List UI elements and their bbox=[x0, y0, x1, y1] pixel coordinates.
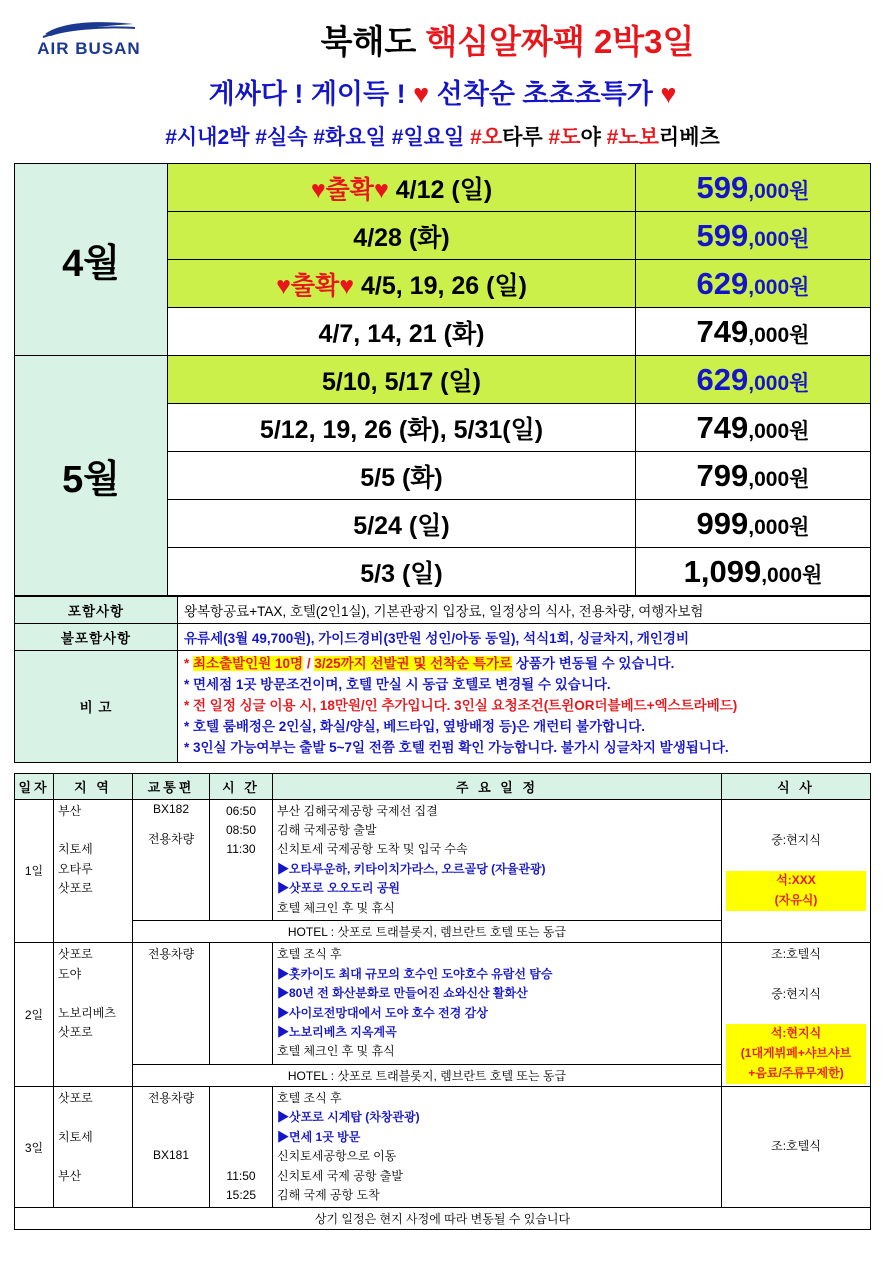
include-row bbox=[15, 597, 871, 624]
price-row bbox=[15, 356, 871, 404]
transport-line: BX181 bbox=[152, 1147, 190, 1162]
schedule-line: 신치토세 국제공항 도착 및 입국 수속 bbox=[277, 842, 468, 857]
time-line: 06:50 bbox=[225, 803, 257, 818]
day-times bbox=[210, 799, 273, 921]
col-day: 일자 bbox=[15, 773, 54, 799]
transport-line bbox=[137, 816, 205, 830]
info-table bbox=[14, 596, 871, 763]
area-line: 삿포로 bbox=[58, 1024, 93, 1039]
day-times bbox=[210, 943, 273, 1065]
date-text: 4/5, 19, 26 (일) bbox=[361, 271, 527, 300]
title-part3: 2박3일 bbox=[593, 22, 695, 60]
price-suffix: ,000원 bbox=[748, 275, 810, 299]
note-tail: 상품가 변동될 수 있습니다. bbox=[512, 656, 675, 671]
price-value bbox=[636, 452, 871, 500]
day-transport bbox=[133, 943, 210, 1065]
schedule-line: 호텔 체크인 후 및 휴식 bbox=[277, 900, 395, 915]
hashtag-7: 야 bbox=[580, 126, 601, 149]
price-main: 999 bbox=[696, 505, 749, 541]
time-line: 15:25 bbox=[225, 1188, 257, 1203]
price-table bbox=[14, 163, 871, 596]
meal-line: 중:현지식 bbox=[771, 833, 821, 848]
price-suffix: ,000원 bbox=[748, 467, 810, 491]
price-value bbox=[636, 164, 871, 212]
date-text: 4/28 (화) bbox=[353, 223, 450, 252]
day-schedule bbox=[273, 1086, 722, 1208]
price-value bbox=[636, 260, 871, 308]
transport-line bbox=[137, 1134, 205, 1148]
price-date bbox=[168, 452, 636, 500]
hashtag-5: 타루 bbox=[502, 126, 543, 149]
subtitle-left: 게싸다 ! 게이득 ! bbox=[208, 79, 406, 109]
schedule-line: ▶면세 1곳 방문 bbox=[277, 1129, 361, 1144]
note-item-0 bbox=[184, 654, 864, 675]
exclude-label: 불포함사항 bbox=[15, 624, 178, 651]
time-line bbox=[214, 1128, 268, 1147]
price-main: 749 bbox=[696, 409, 749, 445]
price-main: 629 bbox=[696, 361, 749, 397]
area-line: 오타루 bbox=[58, 861, 93, 876]
price-value bbox=[636, 212, 871, 260]
note-highlight-2: 3/25까지 선발권 및 선착순 bbox=[314, 656, 473, 671]
note-sep: / bbox=[303, 656, 315, 671]
schedule-line: 호텔 체크인 후 및 휴식 bbox=[277, 1044, 395, 1059]
note-item-1: * 면세점 1곳 방문조건이며, 호텔 만실 시 동급 호텔로 변경될 수 있습니다. bbox=[184, 676, 611, 692]
transport-line: 전용차량 bbox=[147, 1090, 195, 1105]
airline-name: AIR BUSAN bbox=[37, 39, 141, 58]
area-line: 노보리베츠 bbox=[58, 1005, 116, 1020]
area-line bbox=[58, 1147, 128, 1166]
subtitle bbox=[14, 72, 871, 111]
schedule-line: 부산 김해국제공항 국제선 집결 bbox=[277, 803, 438, 818]
area-line bbox=[58, 984, 128, 1003]
hashtag-8: #노보 bbox=[606, 126, 659, 149]
schedule-line: 김해 국제 공항 도착 bbox=[277, 1188, 380, 1203]
price-suffix: ,000원 bbox=[748, 227, 810, 251]
subtitle-mid: 선착순 초초초특가 bbox=[436, 79, 653, 109]
transport-line: 전용차량 bbox=[147, 831, 195, 846]
itinerary-table bbox=[14, 773, 871, 1231]
hashtag-6: #도 bbox=[548, 126, 581, 149]
date-text: 5/24 (일) bbox=[353, 511, 450, 540]
price-suffix: ,000원 bbox=[761, 563, 823, 587]
hashtag-1: #실속 bbox=[255, 126, 308, 149]
price-date bbox=[168, 548, 636, 596]
table-row bbox=[15, 1086, 871, 1208]
note-item-3: * 호텔 룸배정은 2인실, 화실/양실, 베드타입, 옆방배정 등)은 개런티 불가합니다. bbox=[184, 718, 645, 734]
note-item-4: * 3인실 가능여부는 출발 5~7일 전쯤 호텔 컨펌 확인 가능합니다. 불가시 싱글차지 발생됩니다. bbox=[184, 739, 729, 755]
schedule-line: 김해 국제공항 출발 bbox=[277, 823, 377, 838]
price-value bbox=[636, 404, 871, 452]
meal-line: 조:호텔식 bbox=[771, 947, 821, 962]
day-meals bbox=[722, 1086, 871, 1208]
meal-line: 중:현지식 bbox=[771, 986, 821, 1001]
col-area: 지 역 bbox=[54, 773, 133, 799]
day-number: 3일 bbox=[15, 1086, 54, 1208]
price-main: 749 bbox=[696, 313, 749, 349]
price-date bbox=[168, 260, 636, 308]
time-line bbox=[214, 1089, 268, 1108]
day-schedule bbox=[273, 799, 722, 921]
schedule-line: 호텔 조식 후 bbox=[277, 947, 342, 962]
date-text: 5/3 (일) bbox=[360, 559, 443, 588]
meal-line: 석:현지식 bbox=[726, 1024, 866, 1044]
col-schedule: 주 요 일 정 bbox=[273, 773, 722, 799]
table-row bbox=[15, 799, 871, 921]
schedule-line: ▶노보리베츠 지옥계곡 bbox=[277, 1024, 397, 1039]
day-transport bbox=[133, 799, 210, 921]
day-schedule bbox=[273, 943, 722, 1065]
area-line bbox=[58, 1108, 128, 1127]
price-suffix: ,000원 bbox=[748, 419, 810, 443]
table-row bbox=[15, 943, 871, 1065]
schedule-line: 호텔 조식 후 bbox=[277, 1090, 342, 1105]
price-suffix: ,000원 bbox=[748, 179, 810, 203]
schedule-line: ▶80년 전 화산분화로 만들어진 쇼와신산 활화산 bbox=[277, 986, 528, 1001]
day-meals bbox=[722, 943, 871, 1087]
month-label-april: 4월 bbox=[15, 164, 168, 356]
meal-line: +음료/주류무제한) bbox=[726, 1064, 866, 1084]
area-line: 부산 bbox=[58, 1168, 82, 1183]
schedule-line: ▶삿포로 오오도리 공원 bbox=[277, 881, 400, 896]
time-line bbox=[214, 1108, 268, 1127]
note-highlight-3: 특가로 bbox=[473, 656, 513, 671]
day-number: 1일 bbox=[15, 799, 54, 943]
date-text: 4/7, 14, 21 (화) bbox=[318, 319, 485, 348]
meal-spacer bbox=[726, 965, 866, 985]
price-row bbox=[15, 164, 871, 212]
hashtag-9: 리베츠 bbox=[658, 126, 720, 149]
day-areas bbox=[54, 799, 133, 943]
hashtag-2: #화요일 bbox=[313, 126, 386, 149]
schedule-line: ▶홋카이도 최대 규모의 호수인 도야호수 유람선 탐승 bbox=[277, 966, 553, 981]
day-areas bbox=[54, 1086, 133, 1208]
day-times bbox=[210, 1086, 273, 1208]
note-list bbox=[178, 651, 871, 763]
note-item-2: * 전 일정 싱글 이용 시, 18만원/인 추가입니다. 3인실 요청조건(트윈OR더블베드+엑스트라베드) bbox=[184, 697, 738, 713]
price-date bbox=[168, 356, 636, 404]
transport-line: BX182 bbox=[152, 801, 190, 816]
price-value bbox=[636, 356, 871, 404]
heart-icon-right: ♥ bbox=[660, 79, 677, 109]
title-part1: 북해도 bbox=[320, 22, 417, 60]
note-row bbox=[15, 651, 871, 763]
date-text: 5/10, 5/17 (일) bbox=[322, 367, 481, 396]
area-line: 부산 bbox=[58, 803, 82, 818]
meal-line: (자유식) bbox=[726, 891, 866, 911]
price-main: 599 bbox=[696, 217, 749, 253]
heart-icon: ♥출확♥ bbox=[276, 271, 355, 300]
price-date bbox=[168, 308, 636, 356]
hashtag-line bbox=[14, 121, 871, 151]
hashtag-0: #시내2박 bbox=[165, 126, 250, 149]
include-value: 왕복항공료+TAX, 호텔(2인1실), 기본관광지 입장료, 일정상의 식사, 전용차량, 여행자보험 bbox=[178, 597, 871, 624]
price-suffix: ,000원 bbox=[748, 515, 810, 539]
price-date bbox=[168, 500, 636, 548]
area-line: 삿포로 bbox=[58, 881, 93, 896]
page-title bbox=[144, 16, 871, 63]
area-line: 삿포로 bbox=[58, 1090, 93, 1105]
include-label: 포함사항 bbox=[15, 597, 178, 624]
meal-line: 석:XXX bbox=[726, 871, 866, 891]
time-line: 08:50 bbox=[225, 823, 257, 838]
transport-line bbox=[137, 1120, 205, 1134]
time-line: 11:30 bbox=[226, 842, 256, 857]
month-label-may: 5월 bbox=[15, 356, 168, 596]
hotel-info: HOTEL : 삿포로 트래블롯지, 렘브란트 호텔 또는 동급 bbox=[133, 921, 722, 943]
airline-swoosh-icon bbox=[41, 20, 137, 38]
price-main: 599 bbox=[696, 169, 749, 205]
date-text: 4/12 (일) bbox=[395, 175, 493, 204]
hashtag-3: #일요일 bbox=[391, 126, 465, 149]
area-line: 치토세 bbox=[58, 842, 93, 857]
price-suffix: ,000원 bbox=[748, 323, 810, 347]
note-label: 비 고 bbox=[15, 651, 178, 763]
price-suffix: ,000원 bbox=[748, 371, 810, 395]
price-main: 799 bbox=[696, 457, 749, 493]
time-line bbox=[214, 1147, 268, 1166]
flyer-header bbox=[14, 8, 871, 70]
price-value bbox=[636, 308, 871, 356]
heart-icon-left: ♥ bbox=[413, 79, 430, 109]
title-part2: 핵심알짜팩 bbox=[425, 22, 585, 60]
day-transport bbox=[133, 1086, 210, 1208]
price-main: 629 bbox=[696, 265, 749, 301]
col-transport: 교통편 bbox=[133, 773, 210, 799]
area-line: 삿포로 bbox=[58, 947, 93, 962]
col-meal: 식 사 bbox=[722, 773, 871, 799]
area-line bbox=[58, 821, 128, 840]
note-highlight-1: 최소출발인원 10명 bbox=[193, 656, 304, 671]
heart-icon: ♥출확♥ bbox=[310, 175, 389, 204]
price-date bbox=[168, 164, 636, 212]
schedule-line: 신치토세 국제 공항 출발 bbox=[277, 1168, 403, 1183]
itinerary-footer: 상기 일정은 현지 사정에 따라 변동될 수 있습니다 bbox=[15, 1208, 871, 1230]
schedule-line: 신치토세공항으로 이동 bbox=[277, 1149, 397, 1164]
price-main: 1,099 bbox=[683, 553, 762, 589]
price-date bbox=[168, 404, 636, 452]
day-meals bbox=[722, 799, 871, 943]
date-text: 5/12, 19, 26 (화), 5/31(일) bbox=[259, 415, 544, 444]
price-value bbox=[636, 548, 871, 596]
schedule-line: ▶사이로전망대에서 도야 호수 전경 감상 bbox=[277, 1005, 488, 1020]
footer-row bbox=[15, 1208, 871, 1230]
day-areas bbox=[54, 943, 133, 1087]
airline-logo bbox=[14, 20, 164, 58]
meal-spacer bbox=[726, 851, 866, 871]
schedule-line: ▶삿포로 시계탑 (차창관광) bbox=[277, 1110, 420, 1125]
meal-line: (1대게뷔페+샤브샤브 bbox=[726, 1044, 866, 1064]
transport-line bbox=[137, 1106, 205, 1120]
price-value bbox=[636, 500, 871, 548]
date-text: 5/5 (화) bbox=[360, 463, 443, 492]
col-time: 시 간 bbox=[210, 773, 273, 799]
exclude-row bbox=[15, 624, 871, 651]
schedule-line: ▶오타루운하, 키타이치가라스, 오르골당 (자율관광) bbox=[277, 861, 546, 876]
price-date bbox=[168, 212, 636, 260]
area-line: 도야 bbox=[58, 966, 82, 981]
transport-line: 전용차량 bbox=[147, 947, 195, 962]
meal-spacer bbox=[726, 1005, 866, 1025]
exclude-value: 유류세(3월 49,700원), 가이드경비(3만원 성인/아동 동일), 석식1회, 싱글차지, 개인경비 bbox=[178, 624, 871, 651]
hashtag-4: #오 bbox=[470, 126, 503, 149]
note-bullet: * bbox=[184, 656, 194, 671]
area-line: 치토세 bbox=[58, 1129, 93, 1144]
day-number: 2일 bbox=[15, 943, 54, 1087]
time-line: 11:50 bbox=[226, 1168, 256, 1183]
hotel-info: HOTEL : 삿포로 트래블롯지, 렘브란트 호텔 또는 동급 bbox=[133, 1064, 722, 1086]
meal-line: 조:호텔식 bbox=[771, 1139, 821, 1154]
itinerary-header-row bbox=[15, 773, 871, 799]
